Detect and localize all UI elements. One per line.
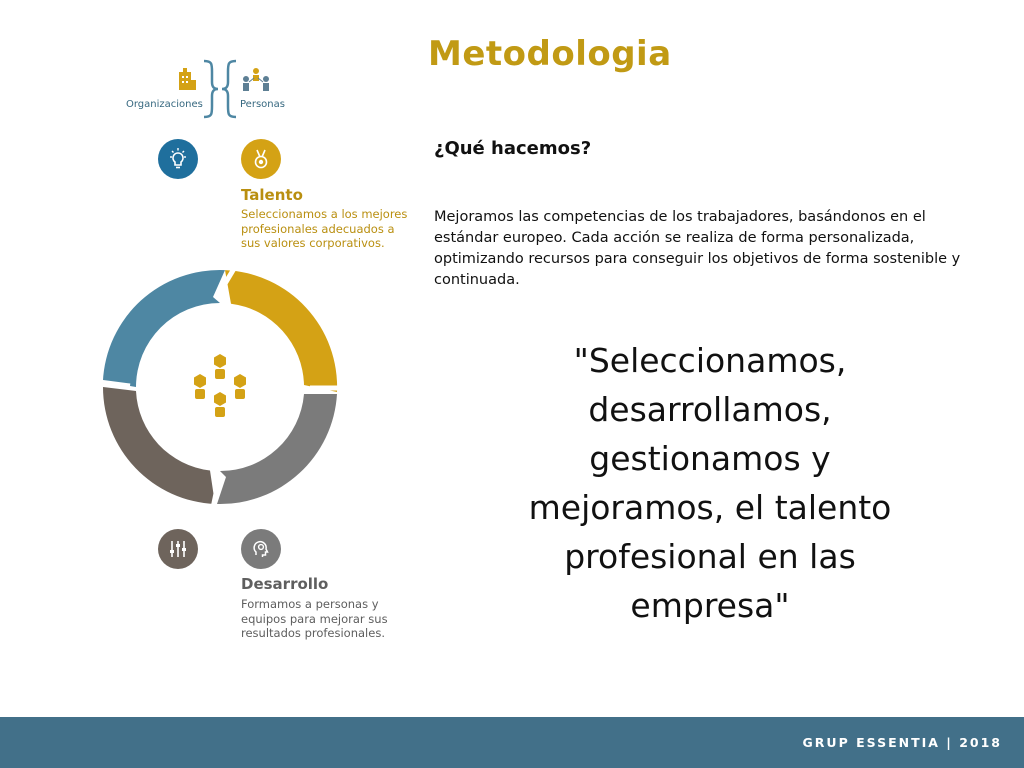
footer-text: GRUP ESSENTIA | 2018 — [802, 735, 1002, 750]
ring-segment-mejoras — [103, 270, 225, 387]
team-icon — [194, 354, 246, 417]
head-gear-icon — [249, 537, 273, 561]
desarrollo-icon-circle — [241, 529, 281, 569]
ring-segment-desarrollo — [217, 394, 337, 504]
ring-segment-gestion — [103, 387, 215, 504]
people-icon — [240, 66, 272, 92]
desarrollo-description: Formamos a personas y equipos para mejorar sus resultados profesionales. — [241, 597, 388, 640]
desarrollo-title: Desarrollo — [241, 575, 329, 593]
description-paragraph: Mejoramos las competencias de los trabajadores, basándonos en el estándar europeo. Cada acción se realiza de forma personalizada, optimizando recursos para conseguir los objetivos de forma sostenible y continuada. — [434, 209, 961, 288]
lightbulb-icon — [166, 147, 190, 171]
talento-icon-circle — [241, 139, 281, 179]
building-icon — [174, 66, 198, 92]
quote-text: "Seleccionamos, desarrollamos, gestionamos y mejoramos, el talento profesional en las empresa" — [528, 341, 892, 625]
ring-segment-talento — [225, 270, 337, 392]
organizaciones-label: Organizaciones — [126, 99, 203, 110]
bracket-icon — [200, 58, 240, 120]
talento-description: Seleccionamos a los mejores profesionales adecuados a sus valores corporativos. — [241, 207, 408, 250]
mejoras-icon-circle — [158, 139, 198, 179]
talento-title: Talento — [241, 186, 303, 204]
gestion-icon-circle — [158, 529, 198, 569]
footer-bar — [0, 717, 1024, 768]
sliders-icon — [166, 537, 190, 561]
methodology-diagram — [0, 0, 420, 700]
section-heading: ¿Qué hacemos? — [434, 138, 592, 159]
personas-label: Personas — [240, 99, 285, 110]
page-title: Metodologia — [428, 34, 672, 74]
medal-icon — [249, 147, 273, 171]
cycle-ring — [95, 262, 345, 512]
